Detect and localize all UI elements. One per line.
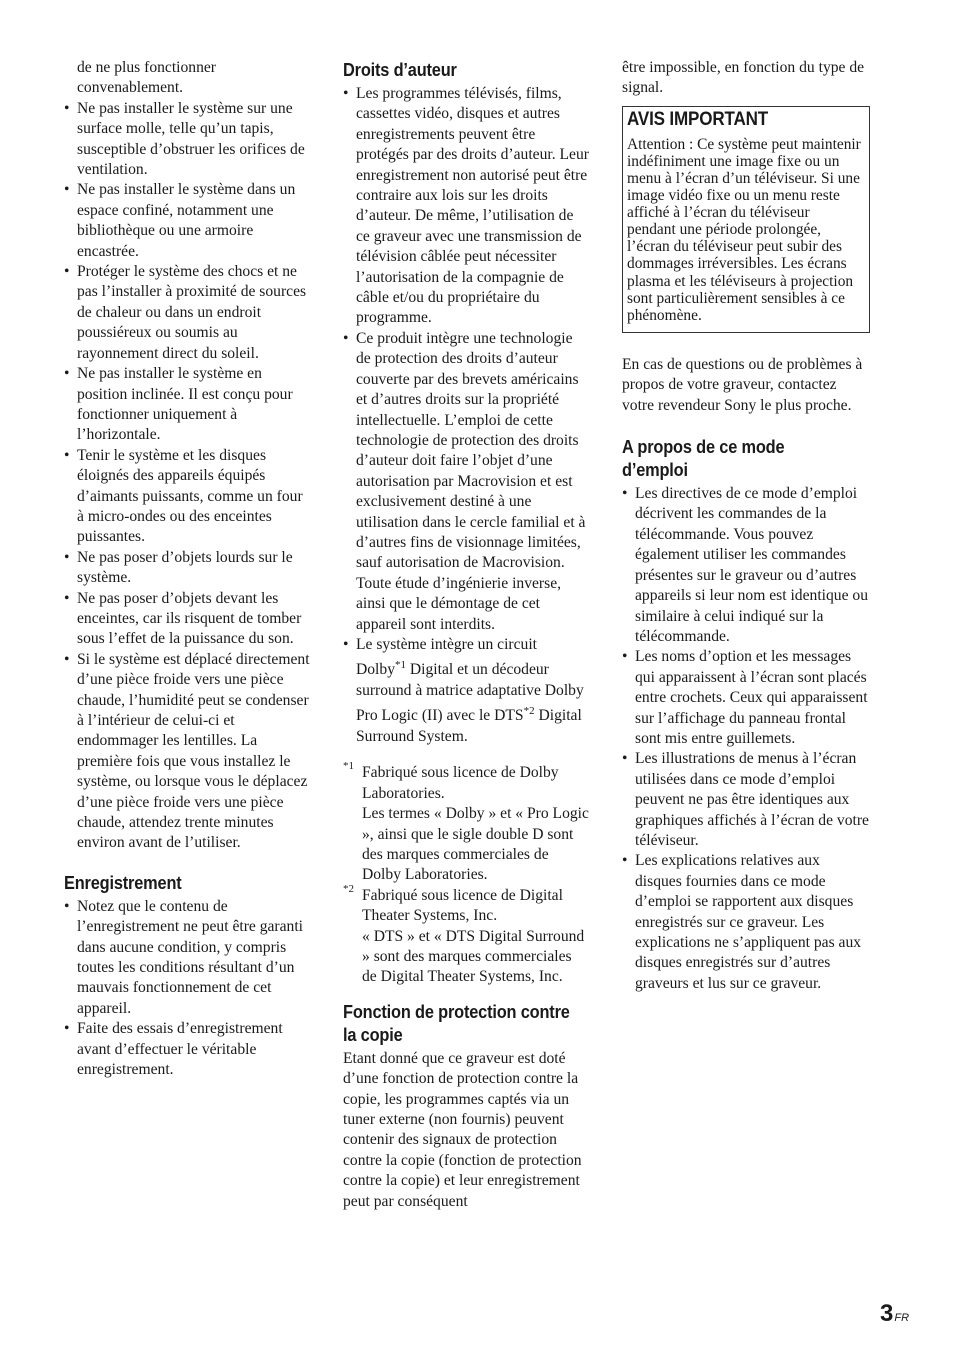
apropos-bullet-list [622, 484, 870, 994]
list-item: • Les illustrations de menus à l’écran utilisées dans ce mode d’emploi peuvent ne pas être identiques aux graphiques affichés à l’écran de votre téléviseur. [622, 749, 870, 851]
list-item [343, 635, 589, 747]
page-number-value: 3 [880, 1300, 894, 1327]
list-item: • Ne pas installer le système dans un espace confiné, notamment une bibliothèque ou une armoire encastrée. [64, 180, 310, 262]
column-middle [343, 58, 589, 1212]
footnote-text: Les termes « Dolby » et « Pro Logic », ainsi que le sigle double D sont des marques commerciales de Dolby Laboratories. [362, 805, 589, 884]
list-item: • Protéger le système des chocs et ne pas l’installer à proximité de sources de chaleur ou dans un endroit poussiéreux ou soumis au rayonnement direct du soleil. [64, 262, 310, 364]
list-item: • Si le système est déplacé directement d’une pièce froide vers une pièce chaude, l’humidité peut se condenser à l’intérieur de celui-ci et endommager les lentilles. La première fois que vous installez le système, ou lorsque vous le déplacez d’une pièce froide vers une pièce chaude, attendez trente minutes environ avant de l’utiliser. [64, 650, 310, 854]
footnote-ref-2: *2 [523, 705, 535, 718]
footnote-mark: *2 [343, 882, 354, 895]
text-run: Digital et un décodeur surround à matrice adaptative Dolby Pro Logic (II) avec le DTS [356, 661, 584, 725]
heading-text-line1: A propos de ce mode [622, 436, 785, 458]
list-item: • Ce produit intègre une technologie de protection des droits d’auteur couverte par des brevets américains et d’autres droits sur la propriété intellectuelle. L’emploi de cette technologie de protection des droits d’auteur doit faire l’objet d’une autorisation par Macrovision et est exclusivement destiné à une utilisation dans le cercle familial et à d’autres fins de visionnage limitées, sauf autorisation de Macrovision. Toute étude d’ingénierie inverse, ainsi que le démontage de cet appareil sont interdits. [343, 329, 589, 635]
list-item: • Ne pas installer le système en position inclinée. Il est conçu pour fonctionner uniquement à l’horizontale. [64, 364, 310, 446]
contact-paragraph: En cas de questions ou de problèmes à propos de votre graveur, contactez votre revendeur Sony le plus proche. [622, 355, 863, 414]
footnote-text: Fabriqué sous licence de Digital Theater Systems, Inc. [362, 886, 563, 925]
footnote-mark: *1 [343, 760, 354, 773]
footnote-2 [343, 882, 589, 988]
avis-text: Attention : Ce système peut maintenir indéfiniment une image fixe ou un menu à l’écran d’un téléviseur. Si une image vidéo fixe ou un menu reste affiché à l’écran du téléviseur pendant une période prolongée, l’écran du téléviseur peut subir des dommages irréversibles. Les écrans plasma et les téléviseurs à projection sont particulièrement sensibles à ce phénomène. [627, 135, 861, 324]
text-run: Le système intègre un circuit Dolby [356, 635, 537, 679]
language-code: FR [894, 1312, 910, 1324]
text-run: Digital Surround System. [356, 707, 582, 745]
column-left [64, 58, 310, 1081]
fonction-paragraph: Etant donné que ce graveur est doté d’une fonction de protection contre la copie, les programmes captés via un tuner externe (non fournis) peuvent contenir des signaux de protection contre la copie (fonction de protection contre la copie) et leur enregistrement peut par conséquent [343, 1049, 582, 1210]
list-item: • Ne pas poser d’objets devant les enceintes, car ils risquent de tomber sous l’effet de la puissance du son. [64, 589, 310, 650]
list-item: • Les programmes télévisés, films, cassettes vidéo, disques et autres enregistrements peuvent être protégés par des droits d’auteur. Leur enregistrement non autorisé peut être contraire aux lois sur les droits d’auteur. De même, l’utilisation de ce graveur avec une transmission de télévision câblée peut nécessiter l’autorisation de la compagnie de câble et/ou du propriétaire du programme. [343, 84, 589, 329]
heading-text: Enregistrement [64, 871, 182, 893]
footnote-1 [343, 760, 589, 885]
avis-title: AVIS IMPORTANT [627, 107, 769, 130]
list-item: • Les directives de ce mode d’emploi décrivent les commandes de la télécommande. Vous pouvez également utiliser les commandes présentes sur le graveur ou d’autres appareils si leur nom est identique ou similaire à celui indiqué sur la télécommande. [622, 484, 870, 647]
enregistrement-bullet-list [64, 897, 310, 1081]
list-item: • Ne pas installer le système sur une surface molle, telle qu’un tapis, susceptible d’obstruer les orifices de ventilation. [64, 99, 310, 181]
heading-text: Droits d’auteur [343, 59, 457, 80]
list-item: • Les noms d’option et les messages qui apparaissent à l’écran sont placés entre crochets. Ceux qui apparaissent sur l’affichage du panneau frontal sont mis entre guillemets. [622, 647, 870, 749]
heading-text-line1: Fonction de protection contre [343, 1000, 570, 1022]
column-right [622, 58, 870, 994]
continued-text: être impossible, en fonction du type de signal. [622, 59, 865, 97]
avis-important-box [622, 106, 870, 333]
list-item: • Les explications relatives aux disques fournies dans ce mode d’emploi se rapportent aux disques enregistrés sur ce graveur. Les explications ne s’appliquent pas aux disques enregistrés sur d’autres graveurs et lus sur ce graveur. [622, 851, 870, 994]
list-item: • Tenir le système et les disques éloignés des appareils équipés d’aimants puissants, comme un four à micro-ondes ou des enceintes puissantes. [64, 446, 310, 548]
page-number [880, 1300, 909, 1328]
list-item: • Faite des essais d’enregistrement avant d’effectuer le véritable enregistrement. [64, 1019, 310, 1080]
footnote-text: Fabriqué sous licence de Dolby Laboratories. [362, 764, 559, 802]
footnote-text: « DTS » et « DTS Digital Surround » sont des marques commerciales de Digital Theater Systems, Inc. [362, 927, 585, 986]
continued-text: de ne plus fonctionner convenablement. [77, 59, 217, 97]
list-item: • Ne pas poser d’objets lourds sur le système. [64, 548, 310, 589]
section-heading-droits [343, 58, 625, 81]
section-heading-apropos [622, 435, 904, 481]
heading-text-line2: la copie [343, 1023, 403, 1045]
section-heading-fonction [343, 1000, 625, 1046]
footnotes [343, 760, 589, 987]
droits-bullet-list [343, 84, 589, 747]
section-heading-enregistrement [64, 871, 346, 894]
list-item: • Notez que le contenu de l’enregistrement ne peut être garanti dans aucune condition, y compris toutes les conditions résultant d’un mauvais fonctionnement de cet appareil. [64, 897, 310, 1019]
installation-bullet-list [64, 99, 310, 854]
heading-text-line2: d’emploi [622, 459, 688, 481]
footnote-ref-1: *1 [394, 659, 406, 672]
